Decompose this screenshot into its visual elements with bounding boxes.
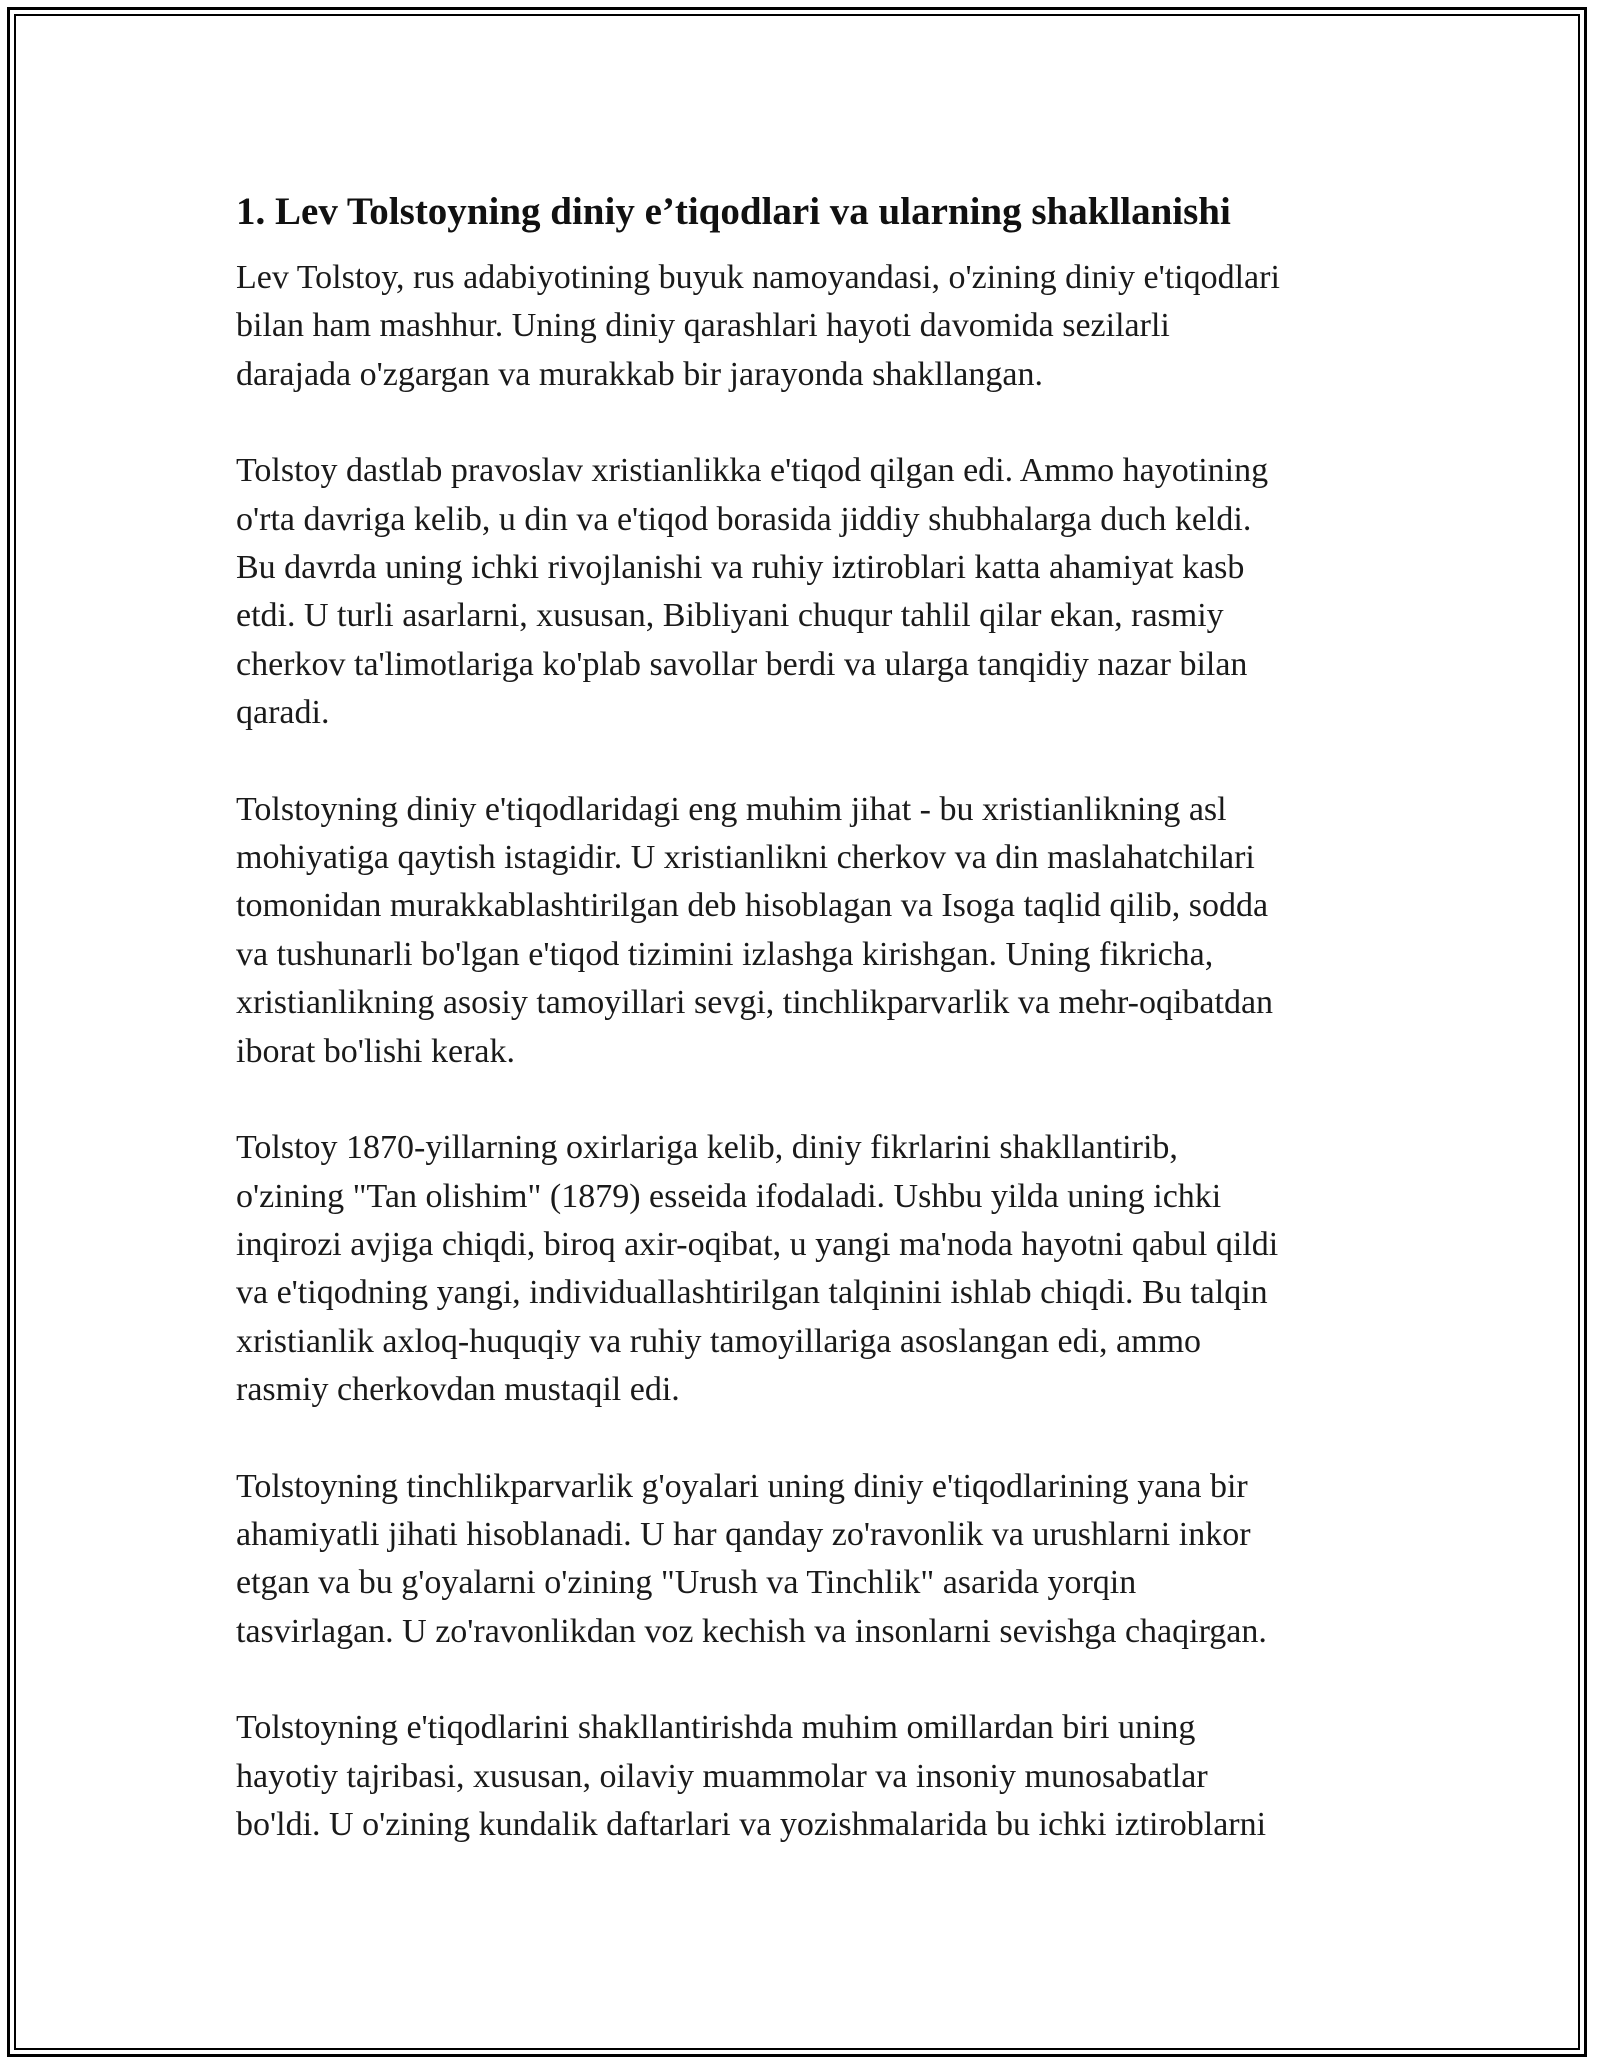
paragraph <box>236 1124 1376 1414</box>
paragraph-line: tasvirlagan. U zo'ravonlikdan voz kechish va insonlarni sevishga chaqirgan. <box>236 1612 1267 1650</box>
paragraph-line: Tolstoyning tinchlikparvarlik g'oyalari uning diniy e'tiqodlarining yana bir <box>236 1467 1248 1505</box>
paragraph-line: Tolstoyning diniy e'tiqodlaridagi eng muhim jihat - bu xristianlikning asl <box>236 790 1227 828</box>
paragraph-line: mohiyatiga qaytish istagidir. U xristianlikni cherkov va din maslahatchilari <box>236 839 1255 877</box>
paragraph-line: o'zining "Tan olishim" (1879) esseida ifodaladi. Ushbu yilda uning ichki <box>236 1177 1222 1215</box>
paragraph <box>236 254 1376 399</box>
paragraph-line: va tushunarli bo'lgan e'tiqod tizimini izlashga kirishgan. Uning fikricha, <box>236 935 1214 973</box>
paragraph-line: Lev Tolstoy, rus adabiyotining buyuk namoyandasi, o'zining diniy e'tiqodlari <box>236 259 1280 296</box>
paragraph-line: hayotiy tajribasi, xususan, oilaviy muammolar va insoniy munosabatlar <box>236 1757 1208 1795</box>
paragraph-line: o'rta davriga kelib, u din va e'tiqod borasida jiddiy shubhalarga duch keldi. <box>236 500 1252 538</box>
paragraph-line: etgan va bu g'oyalarni o'zining "Urush va Tinchlik" asarida yorqin <box>236 1564 1137 1602</box>
paragraph-line: iborat bo'lishi kerak. <box>236 1032 516 1070</box>
paragraph-list <box>236 254 1376 1849</box>
section-heading: 1. Lev Tolstoyning diniy e’tiqodlari va ularning shakllanishi <box>236 190 1231 233</box>
paragraph-line: ahamiyatli jihati hisoblanadi. U har qanday zo'ravonlik va urushlarni inkor <box>236 1515 1251 1553</box>
paragraph-line: Bu davrda uning ichki rivojlanishi va ruhiy iztiroblari katta ahamiyat kasb <box>236 549 1245 587</box>
paragraph-line: bo'ldi. U o'zining kundalik daftarlari va yozishmalarida bu ichki iztiroblarni <box>236 1805 1267 1843</box>
paragraph <box>236 1463 1376 1657</box>
paragraph-line: tomonidan murakkablashtirilgan deb hisoblagan va Isoga taqlid qilib, sodda <box>236 887 1269 925</box>
paragraph-line: cherkov ta'limotlariga ko'plab savollar berdi va ularga tanqidiy nazar bilan <box>236 645 1248 683</box>
document-body <box>236 186 1376 1897</box>
paragraph-line: qaradi. <box>236 694 330 732</box>
paragraph-line: va e'tiqodning yangi, individuallashtirilgan talqinini ishlab chiqdi. Bu talqin <box>236 1274 1268 1312</box>
paragraph <box>236 786 1376 1076</box>
paragraph <box>236 1704 1376 1849</box>
paragraph-line: etdi. U turli asarlarni, xususan, Bibliyani chuqur tahlil qilar ekan, rasmiy <box>236 597 1224 635</box>
paragraph-line: xristianlikning asosiy tamoyillari sevgi, tinchlikparvarlik va mehr-oqibatdan <box>236 984 1274 1022</box>
paragraph-line: bilan ham mashhur. Uning diniy qarashlari hayoti davomida sezilarli <box>236 307 1170 345</box>
paragraph-line: rasmiy cherkovdan mustaqil edi. <box>236 1371 680 1409</box>
paragraph-line: Tolstoyning e'tiqodlarini shakllantirishda muhim omillardan biri uning <box>236 1709 1196 1747</box>
paragraph-line: Tolstoy dastlab pravoslav xristianlikka e'tiqod qilgan edi. Ammo hayotining <box>236 452 1269 490</box>
paragraph-line: darajada o'zgargan va murakkab bir jarayonda shakllangan. <box>236 355 1043 393</box>
paragraph-line: Tolstoy 1870-yillarning oxirlariga kelib, diniy fikrlarini shakllantirib, <box>236 1129 1178 1167</box>
paragraph <box>236 447 1376 737</box>
paragraph-line: xristianlik axloq-huquqiy va ruhiy tamoyillariga asoslangan edi, ammo <box>236 1322 1202 1360</box>
paragraph-line: inqirozi avjiga chiqdi, biroq axir-oqibat, u yangi ma'noda hayotni qabul qildi <box>236 1225 1279 1263</box>
